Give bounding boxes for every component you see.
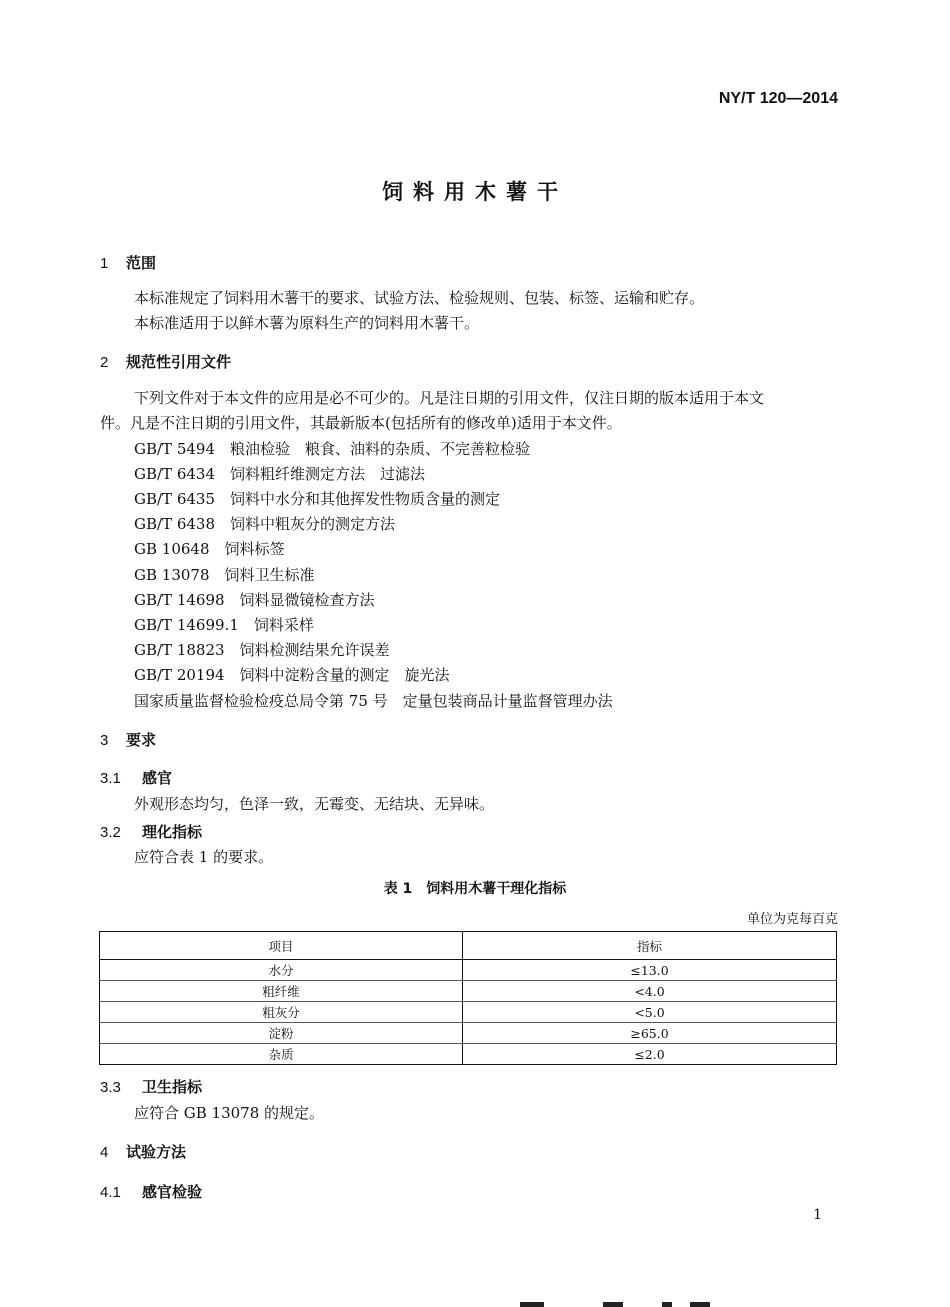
subsection-3-1-heading — [100, 767, 172, 788]
cell-item: 杂质 — [268, 1047, 294, 1062]
spec-table — [99, 931, 837, 1065]
page-number: 1 — [813, 1207, 822, 1223]
table-row — [100, 960, 837, 981]
section-number: 3 — [100, 732, 109, 749]
cell-value: <5.0 — [463, 1002, 837, 1023]
scan-artifact — [690, 1302, 710, 1307]
section-number: 3.1 — [100, 770, 121, 787]
table-caption: 表 1 饲料用木薯干理化指标 — [383, 881, 567, 897]
reference-item: GB 10648 饲料标签 — [134, 540, 285, 558]
reference-item: GB 13078 饲料卫生标准 — [134, 566, 315, 584]
document-title: 饲料用木薯干 — [382, 180, 568, 204]
table-row — [100, 981, 837, 1002]
section-1-heading — [100, 252, 156, 273]
section-number: 3.3 — [100, 1079, 121, 1096]
table-unit: 单位为克每百克 — [746, 912, 838, 927]
section-title: 感官检验 — [142, 1183, 203, 1201]
paragraph: 应符合 GB 13078 的规定。 — [134, 1104, 325, 1122]
section-title: 理化指标 — [142, 823, 203, 841]
scan-artifact — [603, 1302, 623, 1307]
section-title: 感官 — [142, 769, 173, 787]
section-title: 范围 — [126, 254, 157, 272]
section-title: 卫生指标 — [142, 1078, 203, 1096]
section-title: 试验方法 — [126, 1143, 187, 1161]
reference-item: GB/T 6435 饲料中水分和其他挥发性物质含量的测定 — [134, 490, 501, 508]
section-number: 4 — [100, 1144, 109, 1161]
section-4-heading — [100, 1141, 186, 1162]
subsection-3-2-heading — [100, 821, 202, 842]
cell-value: ≤2.0 — [463, 1044, 837, 1065]
table-row — [100, 1023, 837, 1044]
section-number: 2 — [100, 354, 109, 371]
subsection-4-1-heading — [100, 1181, 202, 1202]
section-title: 规范性引用文件 — [126, 353, 232, 371]
paragraph: 本标准规定了饲料用木薯干的要求、试验方法、检验规则、包装、标签、运输和贮存。 — [134, 289, 705, 307]
table-row — [100, 1044, 837, 1065]
section-2-heading — [100, 351, 231, 372]
subsection-3-3-heading — [100, 1076, 202, 1097]
cell-item: 粗灰分 — [100, 1002, 463, 1023]
standard-code: NY/T 120—2014 — [718, 90, 838, 107]
cell-value: <4.0 — [463, 981, 837, 1002]
paragraph: 件。凡是不注日期的引用文件，其最新版本(包括所有的修改单)适用于本文件。 — [100, 414, 622, 432]
cell-item: 水分 — [100, 960, 463, 981]
section-number: 3.2 — [100, 824, 121, 841]
section-3-heading — [100, 729, 156, 750]
reference-item: GB/T 6438 饲料中粗灰分的测定方法 — [134, 515, 396, 533]
section-title: 要求 — [126, 731, 157, 749]
table-header-row — [100, 932, 837, 960]
cell-item: 淀粉 — [100, 1023, 463, 1044]
reference-item: GB/T 6434 饲料粗纤维测定方法 过滤法 — [134, 465, 426, 483]
reference-item: GB/T 20194 饲料中淀粉含量的测定 旋光法 — [134, 666, 450, 684]
paragraph: 应符合表 1 的要求。 — [134, 848, 274, 866]
paragraph: 外观形态均匀，色泽一致，无霉变、无结块、无异味。 — [134, 795, 495, 813]
column-header-item: 项目 — [100, 932, 463, 960]
section-number: 4.1 — [100, 1184, 121, 1201]
table-row — [100, 1002, 837, 1023]
reference-item: GB/T 5494 粮油检验 粮食、油料的杂质、不完善粒检验 — [134, 440, 531, 458]
reference-item: GB/T 18823 饲料检测结果允许误差 — [134, 641, 390, 659]
paragraph: 下列文件对于本文件的应用是必不可少的。凡是注日期的引用文件，仅注日期的版本适用于本文 — [134, 389, 765, 407]
reference-item: GB/T 14699.1 饲料采样 — [134, 616, 314, 634]
section-number: 1 — [100, 255, 109, 272]
cell-item: 粗纤维 — [100, 981, 463, 1002]
cell-value: ≤13.0 — [463, 960, 837, 981]
reference-item: GB/T 14698 饲料显微镜检查方法 — [134, 591, 375, 609]
scan-artifact — [662, 1302, 672, 1307]
column-header-value: 指标 — [463, 932, 837, 960]
reference-item: 国家质量监督检验检疫总局令第 75 号 定量包装商品计量监督管理办法 — [134, 692, 613, 710]
paragraph: 本标准适用于以鲜木薯为原料生产的饲料用木薯干。 — [134, 314, 480, 332]
scan-artifact — [520, 1302, 544, 1307]
cell-value: ≥65.0 — [463, 1023, 837, 1044]
